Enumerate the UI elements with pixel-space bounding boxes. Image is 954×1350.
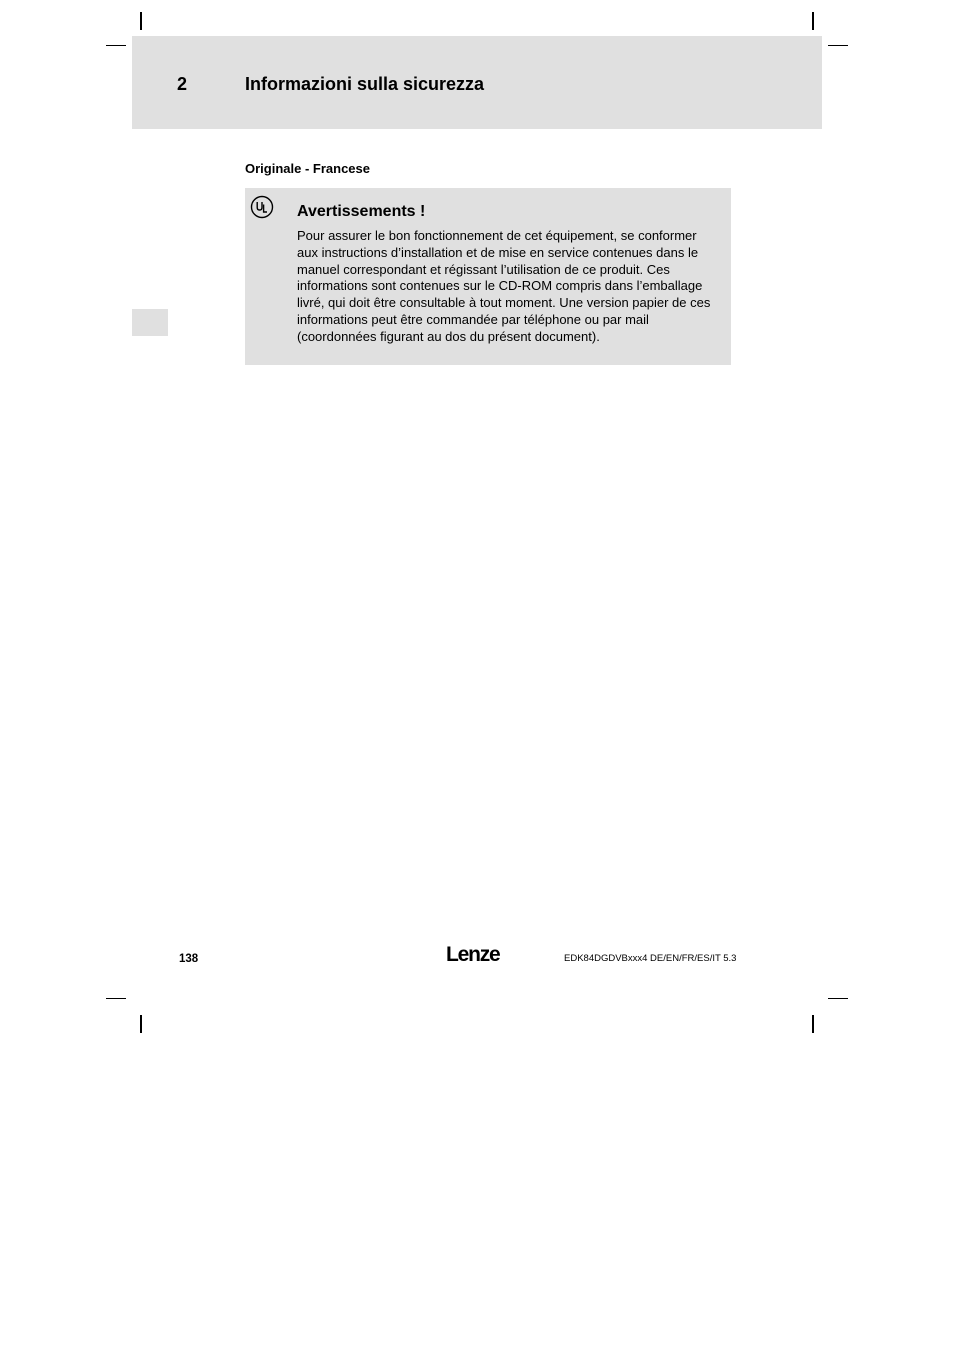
crop-mark-bottom-right-vertical	[812, 1015, 814, 1033]
chapter-number: 2	[177, 74, 188, 94]
chapter-title: Informazioni sulla sicurezza	[245, 74, 485, 94]
document-code: EDK84DGDVBxxx4 DE/EN/FR/ES/IT 5.3	[564, 953, 737, 964]
notice-body-text: Pour assurer le bon fonctionnement de cet équipement, se conformer aux instructions d’installation et de mise en service contenues dans le manuel correspondant et régissant l’utilisation de ce produit. Ces informations sont contenues sur le CD-ROM compris dans l’emballage livré, qui doit être consultable à tout moment. Une version papier de ces informations peut être commandée par téléphone ou par mail (coordonnées figurant au dos du présent document).	[297, 228, 711, 344]
crop-mark-bottom-left-vertical	[140, 1015, 142, 1033]
crop-mark-bottom-right-horizontal	[828, 998, 848, 999]
chapter-side-tab	[132, 309, 168, 336]
crop-mark-top-left-horizontal	[106, 45, 126, 46]
crop-mark-top-left-vertical	[140, 12, 142, 30]
brand-logo: Lenze	[446, 943, 500, 966]
crop-mark-top-right-vertical	[812, 12, 814, 30]
notice-title: Avertissements !	[297, 203, 426, 220]
crop-mark-top-right-horizontal	[828, 45, 848, 46]
crop-mark-bottom-left-horizontal	[106, 998, 126, 999]
page-number: 138	[179, 953, 199, 965]
section-label: Originale - Francese	[245, 161, 370, 176]
ul-certification-icon	[250, 195, 274, 219]
